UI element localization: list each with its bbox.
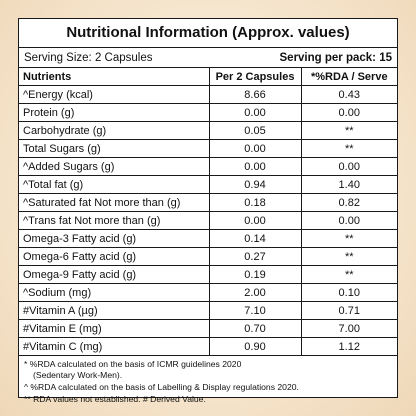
rda-value: 1.40: [301, 176, 397, 194]
table-row: [19, 212, 397, 230]
nutrient-name: ^Sodium (mg): [19, 284, 209, 302]
per-serve-value: 0.94: [209, 176, 301, 194]
table-row: [19, 104, 397, 122]
rda-value: **: [301, 248, 397, 266]
per-serve-value: 0.00: [209, 104, 301, 122]
table-row: [19, 86, 397, 104]
nutrient-name: Omega-3 Fatty acid (g): [19, 230, 209, 248]
per-serve-value: 0.70: [209, 320, 301, 338]
nutrient-name: Protein (g): [19, 104, 209, 122]
per-serve-value: 0.00: [209, 140, 301, 158]
nutrient-name: #Vitamin E (mg): [19, 320, 209, 338]
per-serve-value: 7.10: [209, 302, 301, 320]
nutrient-name: #Vitamin A (µg): [19, 302, 209, 320]
footnote-not-established: ** RDA values not established. # Derived Value.: [24, 394, 206, 404]
rda-value: 1.12: [301, 338, 397, 356]
per-serve-value: 8.66: [209, 86, 301, 104]
per-serve-value: 0.18: [209, 194, 301, 212]
footnote-icmr-line1: * %RDA calculated on the basis of ICMR guidelines 2020: [24, 359, 242, 369]
nutrient-name: Total Sugars (g): [19, 140, 209, 158]
panel-title: Nutritional Information (Approx. values): [19, 19, 397, 48]
rda-value: 0.00: [301, 158, 397, 176]
rda-value: 0.10: [301, 284, 397, 302]
footnote-icmr-line2: (Sedentary Work-Men).: [33, 370, 123, 380]
per-serve-value: 0.05: [209, 122, 301, 140]
table-row: [19, 122, 397, 140]
table-row: [19, 140, 397, 158]
table-row: [19, 284, 397, 302]
per-serve-value: 0.00: [209, 212, 301, 230]
per-serve-value: 0.14: [209, 230, 301, 248]
table-row: [19, 230, 397, 248]
header-nutrients: Nutrients: [19, 68, 209, 86]
table-row: [19, 320, 397, 338]
serving-info-row: [19, 48, 397, 68]
table-row: [19, 158, 397, 176]
nutrient-name: ^Added Sugars (g): [19, 158, 209, 176]
serving-size: Serving Size: 2 Capsules: [24, 51, 153, 64]
nutrient-name: ^Energy (kcal): [19, 86, 209, 104]
table-row: [19, 302, 397, 320]
nutrient-name: Omega-9 Fatty acid (g): [19, 266, 209, 284]
per-serve-value: 0.90: [209, 338, 301, 356]
nutrient-name: #Vitamin C (mg): [19, 338, 209, 356]
rda-value: 0.00: [301, 104, 397, 122]
per-serve-value: 0.19: [209, 266, 301, 284]
nutrition-panel: [18, 18, 398, 404]
nutrient-name: ^Total fat (g): [19, 176, 209, 194]
table-row: [19, 176, 397, 194]
table-row: [19, 338, 397, 356]
per-serve-value: 0.27: [209, 248, 301, 266]
nutrient-name: ^Saturated fat Not more than (g): [19, 194, 209, 212]
rda-value: 0.82: [301, 194, 397, 212]
per-serve-value: 2.00: [209, 284, 301, 302]
nutrient-name: ^Trans fat Not more than (g): [19, 212, 209, 230]
header-rda: *%RDA / Serve: [301, 68, 397, 86]
footnotes: [19, 356, 397, 405]
nutrient-name: Carbohydrate (g): [19, 122, 209, 140]
servings-per-pack: Serving per pack: 15: [279, 51, 392, 64]
per-serve-value: 0.00: [209, 158, 301, 176]
rda-value: 7.00: [301, 320, 397, 338]
table-row: [19, 248, 397, 266]
rda-value: 0.43: [301, 86, 397, 104]
table-row: [19, 266, 397, 284]
nutrition-table: [19, 68, 397, 356]
footnote-icmr: [24, 359, 392, 381]
rda-value: **: [301, 230, 397, 248]
table-header-row: [19, 68, 397, 86]
footnote-labelling: ^ %RDA calculated on the basis of Labelling & Display regulations 2020.: [24, 382, 299, 392]
rda-value: **: [301, 122, 397, 140]
nutrient-name: Omega-6 Fatty acid (g): [19, 248, 209, 266]
header-per-serve: Per 2 Capsules: [209, 68, 301, 86]
rda-value: 0.00: [301, 212, 397, 230]
rda-value: 0.71: [301, 302, 397, 320]
rda-value: **: [301, 140, 397, 158]
rda-value: **: [301, 266, 397, 284]
table-row: [19, 194, 397, 212]
